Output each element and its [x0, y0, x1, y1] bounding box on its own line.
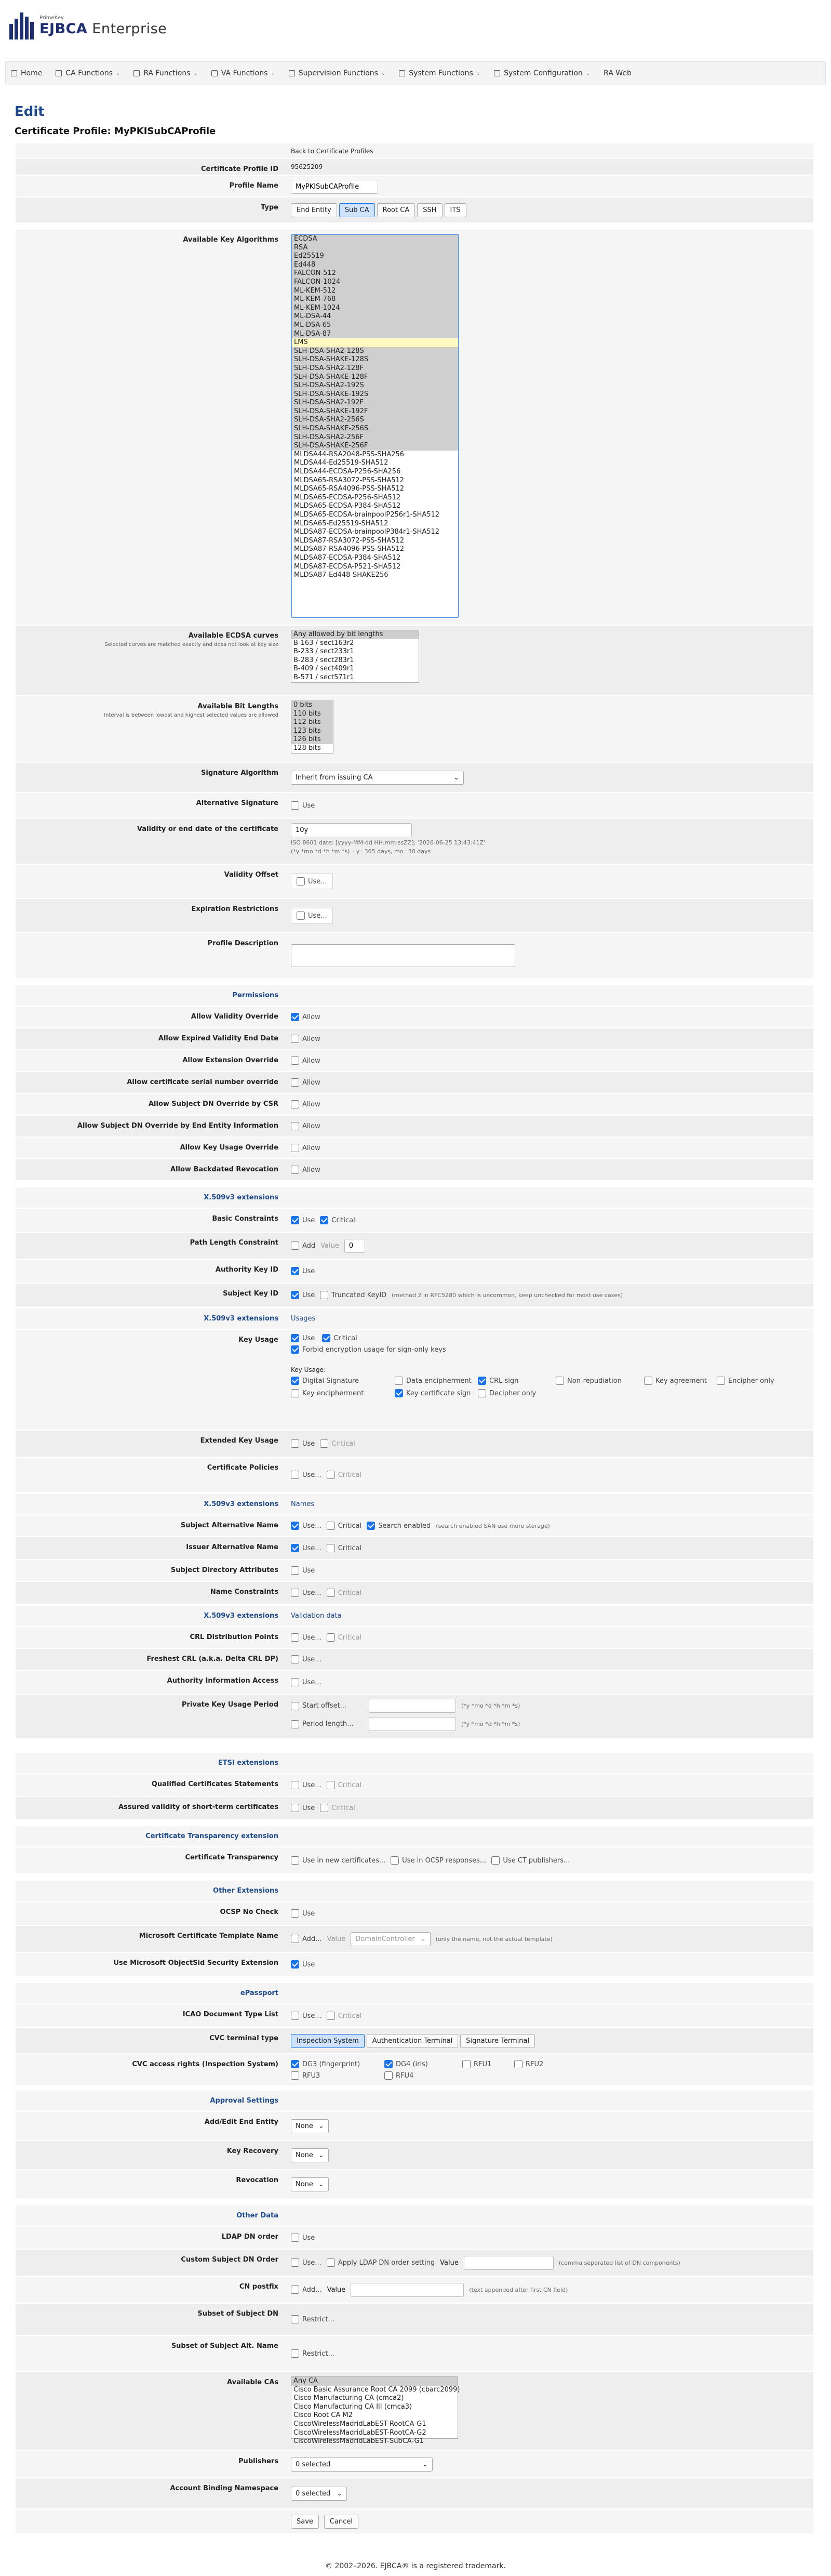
cvc-inspection-button[interactable]: Inspection System	[291, 2034, 365, 2048]
type-row	[16, 196, 813, 222]
bit-lengths-row	[16, 695, 813, 762]
validity-hint-iso: ISO 8601 date: [yyyy-MM-dd HH:mm:ssZZ]: '2026-06-25 13:43:41Z'	[291, 839, 486, 846]
list-option[interactable]: 112 bits	[291, 718, 333, 727]
validity-hint-format: (*y *mo *d *h *m *s) – y=365 days, mo=30 days	[291, 848, 431, 855]
permission-label: Allow Subject DN Override by End Entity Information	[77, 1122, 278, 1130]
back-link[interactable]: Back to Certificate Profiles	[291, 148, 373, 155]
cvc-terminal-row: CVC terminal type Inspection System Authentication Terminal Signature Terminal	[16, 2027, 813, 2053]
period-length-checkbox[interactable]: Period length...	[291, 1720, 364, 1728]
san-use-checkbox[interactable]: Use...	[291, 1522, 321, 1530]
save-button[interactable]: Save	[291, 2515, 319, 2529]
validity-row	[16, 818, 813, 864]
list-option[interactable]: MLDSA87-RSA3072-PSS-SHA512	[294, 536, 405, 545]
alternative-signature-checkbox[interactable]: Use	[291, 801, 315, 810]
list-option[interactable]: Ed448	[292, 261, 458, 270]
cvc-signature-button[interactable]: Signature Terminal	[460, 2034, 535, 2048]
path-length-input[interactable]	[344, 1239, 365, 1253]
permission-label: Allow certificate serial number override	[127, 1078, 278, 1086]
permission-allow-checkbox[interactable]: Allow	[291, 1078, 320, 1087]
permission-label: Allow Subject DN Override by CSR	[148, 1100, 278, 1108]
type-label: Type	[261, 204, 278, 212]
basic-constraints-critical-checkbox[interactable]: Critical	[320, 1216, 355, 1224]
cvc-right-checkbox[interactable]: RFU1	[462, 2060, 514, 2068]
chevron-down-icon: ⌄	[318, 2122, 324, 2130]
bit-lengths-label: Available Bit Lengths	[197, 703, 278, 710]
ldap-dn-checkbox[interactable]: Use	[291, 2234, 315, 2242]
footer: © 2002–2026. EJBCA® is a registered trademark.	[325, 2562, 506, 2570]
publishers-select[interactable]: 0 selected ⌄	[291, 2458, 433, 2472]
cvc-right-checkbox[interactable]: DG3 (fingerprint)	[291, 2060, 384, 2068]
profile-description-label: Profile Description	[207, 940, 278, 947]
validity-offset-checkbox[interactable]: Use...	[291, 874, 333, 889]
list-option[interactable]: SLH-DSA-SHA2-128F	[292, 364, 458, 373]
list-option[interactable]: SLH-DSA-SHA2-256S	[292, 416, 458, 425]
key-usage-checkbox[interactable]: Key encipherment	[291, 1389, 395, 1397]
san-critical-checkbox[interactable]: Critical	[327, 1522, 361, 1530]
list-option[interactable]: FALCON-1024	[292, 278, 458, 287]
sda-row: Subject Directory Attributes Use	[16, 1559, 813, 1581]
ecdsa-curves-row	[16, 625, 813, 695]
list-option[interactable]: Cisco Basic Assurance Root CA 2099 (cbarc2099)	[293, 2385, 460, 2394]
ms-objectsid-checkbox[interactable]: Use	[291, 1960, 315, 1969]
list-option[interactable]: RSA	[292, 244, 458, 253]
home-icon	[11, 70, 17, 76]
list-option[interactable]: Any allowed by bit lengths	[291, 630, 419, 639]
ct-ocsp-checkbox[interactable]: Use in OCSP responses...	[391, 1856, 486, 1865]
list-option[interactable]: FALCON-512	[292, 269, 458, 278]
validity-label: Validity or end date of the certificate	[137, 825, 278, 833]
icao-row: ICAO Document Type List Use... Critical	[16, 2003, 813, 2027]
logo-small-text: PrimeKey	[39, 15, 64, 21]
permission-row	[16, 1006, 813, 1027]
list-option[interactable]: SLH-DSA-SHAKE-192F	[292, 407, 458, 416]
chevron-down-icon: ⌄	[337, 2489, 342, 2498]
ocsp-no-check-row: OCSP No Check Use	[16, 1901, 813, 1925]
list-option[interactable]: MLDSA87-Ed448-SHAKE256	[294, 571, 388, 579]
cvc-right-checkbox[interactable]: RFU3	[291, 2071, 384, 2080]
subset-san-checkbox[interactable]: Restrict...	[291, 2349, 334, 2358]
key-usage-checkbox[interactable]: Decipher only	[478, 1389, 556, 1397]
nav-home[interactable]: Home	[11, 69, 42, 77]
crldp-critical-checkbox[interactable]: Critical	[327, 1633, 361, 1642]
list-option[interactable]: MLDSA87-ECDSA-brainpoolP384r1-SHA512	[294, 528, 440, 536]
ldap-dn-row: LDAP DN order Use	[16, 2226, 813, 2249]
epassport-section: ePassport	[16, 1976, 813, 2003]
key-usage-row: Key Usage Use Critical Forbid encryption usage for sign-only keys Key Usage: Digital Signature Data encipherment CRL sign Non-repudiation Key agreement Encipher only Key encipherment Key certificate sign Decipher only	[16, 1329, 813, 1430]
approval-select[interactable]: None ⌄	[291, 2177, 329, 2191]
basic-constraints-row: Basic Constraints Use Critical	[16, 1208, 813, 1232]
ms-template-row: Microsoft Certificate Template Name Add... Value DomainController ⌄ (only the name, not the actual template)	[16, 1925, 813, 1952]
other-data-section: Other Data	[16, 2198, 813, 2226]
chevron-down-icon: ⌄	[193, 70, 198, 76]
type-its-button[interactable]: ITS	[445, 203, 466, 217]
key-algorithms-label: Available Key Algorithms	[183, 236, 278, 244]
subset-dn-checkbox[interactable]: Restrict...	[291, 2315, 334, 2323]
ian-use-checkbox[interactable]: Use...	[291, 1544, 321, 1552]
list-option[interactable]: Any CA	[291, 2377, 458, 2386]
permission-row	[16, 1049, 813, 1071]
list-option[interactable]: 110 bits	[291, 710, 333, 719]
cvc-rights-row: CVC access rights (Inspection System) DG3 (fingerprint) DG4 (iris) RFU1 RFU2 RFU3 RFU4	[16, 2053, 813, 2085]
nav-supervision-functions[interactable]: Supervision Functions ⌄	[289, 69, 386, 77]
ecdsa-hint: Selected curves are matched exactly and does not look at key size	[104, 642, 278, 648]
profile-description-textarea[interactable]	[291, 944, 515, 967]
cn-postfix-row: CN postfix Add... Value (text appended after first CN field)	[16, 2276, 813, 2303]
expiration-restrictions-checkbox[interactable]: Use...	[291, 908, 333, 923]
approval-select[interactable]: None ⌄	[291, 2148, 329, 2162]
list-option[interactable]: 123 bits	[291, 727, 333, 736]
icao-critical-checkbox[interactable]: Critical	[327, 2012, 361, 2020]
list-option[interactable]: ML-DSA-44	[292, 312, 458, 321]
validity-offset-label: Validity Offset	[224, 871, 278, 879]
nav-system-functions[interactable]: System Functions ⌄	[399, 69, 480, 77]
san-row: Subject Alternative Name Use... Critical Search enabled (search enabled SAN use more storage)	[16, 1514, 813, 1536]
sda-use-checkbox[interactable]: Use	[291, 1566, 315, 1575]
approval-row	[16, 2111, 813, 2140]
list-option[interactable]: SLH-DSA-SHA2-192S	[292, 381, 458, 390]
permissions-section: Permissions	[16, 978, 813, 1006]
permission-label: Allow Expired Validity End Date	[158, 1035, 278, 1042]
name-constraints-row: Name Constraints Use... Critical	[16, 1581, 813, 1604]
custom-dn-input[interactable]	[464, 2256, 554, 2270]
chevron-down-icon: ⌄	[453, 773, 459, 782]
nav-ra-functions[interactable]: RA Functions ⌄	[133, 69, 197, 77]
available-cas-listbox[interactable]	[291, 2376, 460, 2446]
qcs-row: Qualified Certificates Statements Use... Critical	[16, 1773, 813, 1796]
ms-template-select[interactable]: DomainController ⌄	[351, 1932, 430, 1946]
page-subtitle: Certificate Profile: MyPKISubCAProfile	[15, 126, 216, 137]
key-usage-critical-checkbox[interactable]: Critical	[322, 1334, 357, 1342]
cn-postfix-checkbox[interactable]: Add...	[291, 2286, 322, 2294]
list-option[interactable]: ML-KEM-1024	[292, 304, 458, 313]
cvc-right-checkbox[interactable]: RFU4	[384, 2071, 462, 2080]
x509-section: X.509v3 extensions	[16, 1180, 813, 1208]
list-option[interactable]: MLDSA44-ECDSA-P256-SHA256	[294, 468, 401, 476]
ms-template-add-checkbox[interactable]: Add...	[291, 1935, 322, 1943]
qcs-use-checkbox[interactable]: Use...	[291, 1781, 321, 1789]
signature-algorithm-select[interactable]: Inherit from issuing CA ⌄	[291, 771, 464, 785]
profile-description-row	[16, 932, 813, 978]
list-option[interactable]: MLDSA44-RSA2048-PSS-SHA256	[294, 450, 405, 458]
list-option[interactable]: ML-DSA-87	[292, 330, 458, 339]
validity-input[interactable]	[291, 823, 412, 837]
cvc-authentication-button[interactable]: Authentication Terminal	[367, 2034, 459, 2048]
nc-critical-checkbox[interactable]: Critical	[327, 1589, 361, 1597]
period-length-input[interactable]	[369, 1717, 456, 1731]
ra-icon	[133, 70, 140, 76]
logo-text: EJBCA Enterprise	[39, 21, 167, 37]
list-option[interactable]: SLH-DSA-SHAKE-256S	[292, 425, 458, 433]
key-usage-checkbox[interactable]: Key agreement	[644, 1377, 717, 1385]
short-term-row: Assured validity of short-term certificates Use Critical	[16, 1796, 813, 1819]
list-option[interactable]: ML-KEM-768	[292, 295, 458, 304]
gear-icon	[494, 70, 500, 76]
list-option[interactable]: Cisco Root CA M2	[293, 2411, 353, 2420]
list-option[interactable]: SLH-DSA-SHA2-256F	[292, 433, 458, 442]
actions-row	[16, 2508, 813, 2533]
system-icon	[399, 70, 405, 76]
qcs-critical-checkbox[interactable]: Critical	[327, 1781, 361, 1789]
back-row	[16, 142, 813, 158]
list-option[interactable]: CiscoWirelessMadridLabEST-RootCA-G2	[293, 2428, 426, 2437]
extended-key-usage-row: Extended Key Usage Use Critical	[16, 1430, 813, 1457]
list-option[interactable]: MLDSA44-Ed25519-SHA512	[294, 459, 388, 467]
list-option[interactable]: Cisco Manufacturing CA (cmca2)	[293, 2394, 404, 2402]
list-option[interactable]: 0 bits	[291, 701, 333, 710]
list-option[interactable]: 126 bits	[291, 735, 333, 744]
forbid-encryption-checkbox[interactable]: Forbid encryption usage for sign-only keys	[291, 1345, 446, 1354]
cancel-button[interactable]: Cancel	[324, 2515, 358, 2529]
profile-name-label: Profile Name	[229, 182, 278, 190]
list-option[interactable]: MLDSA65-ECDSA-P256-SHA512	[294, 493, 401, 501]
header	[0, 0, 831, 57]
list-option[interactable]: Cisco Manufacturing CA III (cmca3)	[293, 2402, 412, 2411]
chevron-down-icon: ⌄	[318, 2180, 324, 2188]
path-length-row: Path Length Constraint Add Value 0	[16, 1232, 813, 1259]
list-option[interactable]: B-571 / sect571r1	[293, 673, 354, 681]
list-option[interactable]: SLH-DSA-SHAKE-192S	[292, 390, 458, 399]
permission-allow-checkbox[interactable]: Allow	[291, 1100, 320, 1108]
start-offset-checkbox[interactable]: Start offset...	[291, 1702, 364, 1710]
list-option[interactable]: B-409 / sect409r1	[293, 665, 354, 673]
list-option[interactable]: MLDSA65-Ed25519-SHA512	[294, 519, 388, 527]
profile-id-label: Certificate Profile ID	[200, 165, 278, 173]
list-option[interactable]: B-163 / sect163r2	[293, 639, 354, 647]
chevron-down-icon: ⌄	[422, 2460, 428, 2468]
permission-row	[16, 1137, 813, 1158]
eku-critical-checkbox[interactable]: Critical	[320, 1439, 355, 1448]
certificate-policies-row: Certificate Policies Use... Critical	[16, 1457, 813, 1492]
list-option[interactable]: SLH-DSA-SHAKE-256F	[292, 442, 458, 451]
profile-id-row	[16, 158, 813, 175]
truncated-keyid-checkbox[interactable]: Truncated KeyID	[320, 1291, 386, 1299]
alternative-signature-row	[16, 792, 813, 818]
type-ssh-button[interactable]: SSH	[417, 203, 442, 217]
key-algorithms-row	[16, 222, 813, 625]
nav-va-functions[interactable]: VA Functions ⌄	[211, 69, 275, 77]
profile-id-value: 95625209́	[291, 163, 323, 170]
permission-label: Allow Extension Override	[182, 1056, 278, 1064]
key-usage-checkbox[interactable]: Non-repudiation	[556, 1377, 644, 1385]
permission-row	[16, 1027, 813, 1049]
ocsp-no-check-checkbox[interactable]: Use	[291, 1909, 315, 1918]
chevron-down-icon: ⌄	[585, 70, 591, 76]
signature-algorithm-row	[16, 762, 813, 792]
list-option[interactable]: MLDSA65-RSA4096-PSS-SHA512	[294, 485, 405, 493]
ct-publishers-checkbox[interactable]: Use CT publishers...	[491, 1856, 570, 1865]
account-binding-row: Account Binding Namespace 0 selected ⌄	[16, 2477, 813, 2508]
chevron-down-icon: ⌄	[381, 70, 386, 76]
path-length-add-checkbox[interactable]: Add	[291, 1241, 315, 1250]
publishers-row: Publishers 0 selected ⌄	[16, 2450, 813, 2477]
list-option[interactable]: MLDSA65-ECDSA-brainpoolP256r1-SHA512	[294, 511, 440, 519]
cvc-right-checkbox[interactable]: DG4 (iris)	[384, 2060, 462, 2068]
validity-offset-row	[16, 864, 813, 898]
icao-use-checkbox[interactable]: Use...	[291, 2012, 321, 2020]
chevron-down-icon: ⌄	[318, 2151, 324, 2159]
approval-row	[16, 2140, 813, 2169]
list-option[interactable]: MLDSA87-RSA4096-PSS-SHA512	[294, 545, 405, 553]
policies-critical-checkbox[interactable]: Critical	[327, 1471, 361, 1479]
chevron-down-icon: ⌄	[271, 70, 275, 76]
list-option[interactable]: Ed25519	[292, 252, 458, 261]
permission-label: Allow Validity Override	[191, 1013, 278, 1021]
approval-row	[16, 2169, 813, 2198]
key-algorithms-listbox[interactable]	[291, 234, 459, 618]
x509-names-section: X.509v3 extensions Names	[16, 1492, 813, 1514]
key-usage-checkbox[interactable]: Key certificate sign	[395, 1389, 478, 1397]
san-search-checkbox[interactable]: Search enabled	[367, 1522, 431, 1530]
approval-label: Key Recovery	[226, 2147, 278, 2155]
custom-dn-use-checkbox[interactable]: Use...	[291, 2258, 321, 2267]
permission-row	[16, 1093, 813, 1115]
list-option[interactable]: LMS	[292, 338, 458, 347]
policies-use-checkbox[interactable]: Use...	[291, 1471, 321, 1479]
subject-key-id-row: Subject Key ID Use Truncated KeyID (method 2 in RFC5280 which is uncommon, keep unchecked for most use cases)	[16, 1283, 813, 1306]
approval-select[interactable]: None ⌄	[291, 2119, 329, 2133]
expiration-restrictions-label: Expiration Restrictions	[191, 905, 278, 913]
supervision-icon	[289, 70, 295, 76]
key-usage-checkbox[interactable]: Digital Signature	[291, 1377, 395, 1385]
chevron-down-icon: ⌄	[476, 70, 481, 76]
list-option[interactable]: ML-KEM-512	[292, 287, 458, 296]
nc-use-checkbox[interactable]: Use...	[291, 1589, 321, 1597]
va-icon	[211, 70, 218, 76]
list-option[interactable]: MLDSA65-RSA3072-PSS-SHA512	[294, 476, 405, 484]
approval-section: Approval Settings	[16, 2085, 813, 2111]
list-option[interactable]: B-233 / sect233r1	[293, 648, 354, 656]
nav-ca-functions[interactable]: CA Functions ⌄	[56, 69, 120, 77]
permission-allow-checkbox[interactable]: Allow	[291, 1122, 320, 1130]
key-usage-use-checkbox[interactable]: Use	[291, 1334, 315, 1342]
subset-dn-row: Subset of Subject DN Restrict...	[16, 2303, 813, 2335]
account-binding-select[interactable]: 0 selected ⌄	[291, 2487, 347, 2501]
subset-san-row: Subset of Subject Alt. Name Restrict...	[16, 2335, 813, 2371]
authority-key-id-row: Authority Key ID Use	[16, 1259, 813, 1283]
type-root-ca-button[interactable]: Root CA	[377, 203, 416, 217]
nav-system-configuration[interactable]: System Configuration ⌄	[494, 69, 590, 77]
ca-icon	[56, 70, 62, 76]
list-option[interactable]: MLDSA65-ECDSA-P384-SHA512	[294, 502, 401, 510]
aia-row: Authority Information Access Use...	[16, 1670, 813, 1694]
alternative-signature-label: Alternative Signature	[196, 799, 278, 807]
list-option[interactable]: SLH-DSA-SHA2-128S	[292, 347, 458, 356]
ct-section: Certificate Transparency extension	[16, 1819, 813, 1846]
key-usage-checkbox[interactable]: Data encipherment	[395, 1377, 478, 1385]
short-term-critical-checkbox[interactable]: Critical	[320, 1804, 355, 1812]
chevron-down-icon: ⌄	[420, 1935, 426, 1943]
cvc-right-checkbox[interactable]: RFU2	[514, 2060, 566, 2068]
ejbca-logo[interactable]	[9, 12, 167, 39]
permission-row	[16, 1071, 813, 1093]
etsi-section: ETSI extensions	[16, 1738, 813, 1773]
profile-name-row	[16, 175, 813, 196]
list-option[interactable]: CiscoWirelessMadridLabEST-SubCA-G1	[293, 2437, 424, 2446]
permission-allow-checkbox[interactable]: Allow	[291, 1166, 320, 1174]
ct-row: Certificate Transparency Use in new certificates... Use in OCSP responses... Use CT publishers...	[16, 1846, 813, 1873]
permission-allow-checkbox[interactable]: Allow	[291, 1144, 320, 1152]
list-option[interactable]: CiscoWirelessMadridLabEST-RootCA-G1	[293, 2420, 426, 2428]
ecdsa-label: Available ECDSA curves	[188, 632, 278, 640]
custom-dn-row: Custom Subject DN Order Use... Apply LDAP DN order setting Value (comma separated list of DN components)	[16, 2249, 813, 2276]
profile-name-input[interactable]	[291, 180, 378, 194]
apply-ldap-checkbox[interactable]: Apply LDAP DN order setting	[327, 2258, 435, 2267]
ct-new-certs-checkbox[interactable]: Use in new certificates...	[291, 1856, 385, 1865]
other-extensions-section: Other Extensions	[16, 1873, 813, 1901]
ecdsa-curves-listbox[interactable]	[291, 630, 419, 683]
list-option[interactable]: SLH-DSA-SHA2-192F	[292, 399, 458, 407]
permission-allow-checkbox[interactable]: Allow	[291, 1013, 320, 1021]
ms-objectsid-row: Use Microsoft ObjectSid Security Extension Use	[16, 1952, 813, 1976]
bit-lengths-listbox[interactable]	[291, 701, 333, 754]
permission-allow-checkbox[interactable]: Allow	[291, 1035, 320, 1043]
list-option[interactable]: MLDSA87-ECDSA-P521-SHA512	[294, 562, 401, 571]
basic-constraints-use-checkbox[interactable]: Use	[291, 1216, 315, 1224]
permission-label: Allow Backdated Revocation	[170, 1166, 278, 1173]
page-title: Edit	[15, 104, 45, 120]
type-end-entity-button[interactable]: End Entity	[291, 203, 337, 217]
permission-label: Allow Key Usage Override	[180, 1144, 278, 1152]
ian-row: Issuer Alternative Name Use... Critical	[16, 1536, 813, 1559]
authority-key-id-checkbox[interactable]: Use	[291, 1267, 315, 1275]
main-navigation	[5, 61, 826, 85]
bit-lengths-hint: Interval is between lowest and highest selected values are allowed	[104, 712, 278, 718]
expiration-restrictions-row	[16, 898, 813, 932]
freshest-crl-row: Freshest CRL (a.k.a. Delta CRL DP) Use...	[16, 1648, 813, 1670]
list-option[interactable]: ECDSA	[292, 235, 458, 244]
approval-label: Add/Edit End Entity	[204, 2118, 278, 2126]
nav-ra-web[interactable]: RA Web	[604, 69, 632, 77]
chevron-down-icon: ⌄	[116, 70, 120, 76]
list-option[interactable]: 128 bits	[293, 744, 321, 752]
list-option[interactable]: B-283 / sect283r1	[293, 656, 354, 664]
approval-label: Revocation	[236, 2176, 278, 2184]
crldp-use-checkbox[interactable]: Use...	[291, 1633, 321, 1642]
list-option[interactable]: SLH-DSA-SHAKE-128S	[292, 355, 458, 364]
list-option[interactable]: SLH-DSA-SHAKE-128F	[292, 373, 458, 382]
type-sub-ca-button[interactable]: Sub CA	[339, 203, 375, 217]
permission-allow-checkbox[interactable]: Allow	[291, 1056, 320, 1065]
available-cas-row: Available CAs Any CA Cisco Basic Assurance Root CA 2099 (cbarc2099) Cisco Manufacturing CA (cmca2) Cisco Manufacturing CA III (cmca3) Cisco Root CA M2 CiscoWirelessMadridLabEST-RootCA-G1 CiscoWirelessMadridLabEST-RootCA-G2 CiscoWirelessMadridLabEST-SubCA-G1	[16, 2371, 813, 2450]
aia-checkbox[interactable]: Use...	[291, 1678, 321, 1686]
ian-critical-checkbox[interactable]: Critical	[327, 1544, 361, 1552]
start-offset-input[interactable]	[369, 1699, 456, 1713]
logo-icon	[9, 12, 34, 39]
key-usage-checkbox[interactable]: CRL sign	[478, 1377, 556, 1385]
signature-algorithm-label: Signature Algorithm	[200, 769, 278, 777]
freshest-crl-checkbox[interactable]: Use...	[291, 1655, 321, 1663]
pkup-row: Private Key Usage Period Start offset... (*y *mo *d *h *m *s) Period length... (*y *mo *d *h *m *s)	[16, 1694, 813, 1738]
certificate-profile-form	[16, 142, 813, 2533]
x509-validation-section: X.509v3 extensions Validation data	[16, 1604, 813, 1626]
list-option[interactable]: MLDSA87-ECDSA-P384-SHA512	[294, 553, 401, 562]
permission-row	[16, 1115, 813, 1137]
subject-key-id-checkbox[interactable]: Use	[291, 1291, 315, 1299]
crldp-row: CRL Distribution Points Use... Critical	[16, 1626, 813, 1648]
eku-use-checkbox[interactable]: Use	[291, 1439, 315, 1448]
x509-usages-section: X.509v3 extensions Usages	[16, 1306, 813, 1329]
cn-postfix-input[interactable]	[351, 2283, 464, 2297]
permission-row	[16, 1158, 813, 1180]
key-usage-checkbox[interactable]: Encipher only	[717, 1377, 789, 1385]
short-term-use-checkbox[interactable]: Use	[291, 1804, 315, 1812]
list-option[interactable]: ML-DSA-65	[292, 321, 458, 330]
